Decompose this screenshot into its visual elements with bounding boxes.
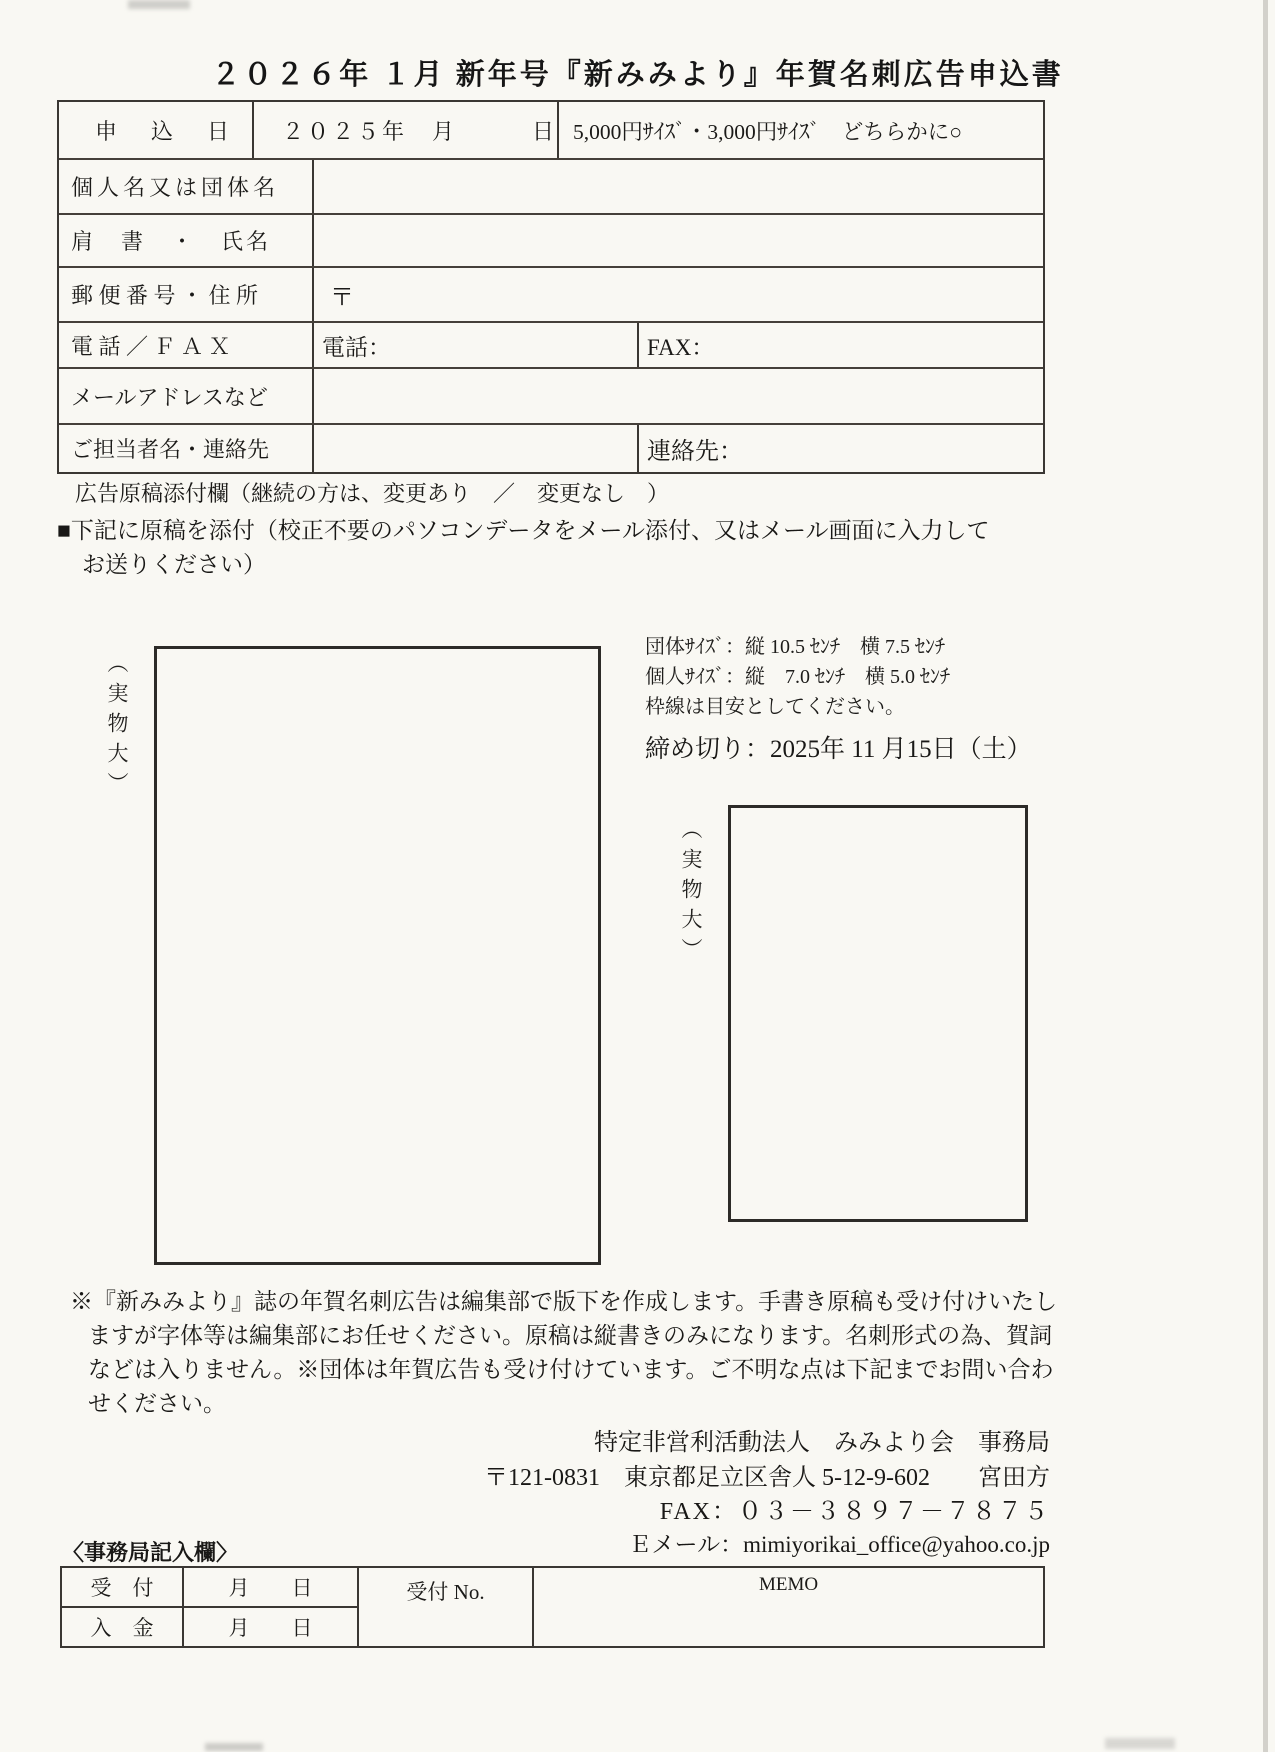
page-title: ２０２６年 １月 新年号『新みみより』年賀名刺広告申込書 (211, 59, 1064, 91)
size-info-individual: 個人ｻｲｽﾞ：縦 7.0 ｾﾝﾁ 横 5.0 ｾﾝﾁ (645, 666, 950, 688)
group-draft-box (154, 646, 601, 1265)
tel-field-label: 電話： (312, 323, 637, 367)
note-line: ※『新みみより』誌の年賀名刺広告は編集部で版下を作成します。手書き原稿も受け付けいたし (70, 1289, 1058, 1314)
office-org-name: 特定非営利活動法人 みみより会 事務局 (594, 1430, 1050, 1456)
scan-artifact (128, 0, 190, 9)
row-tel-fax (59, 321, 1043, 367)
postal-address-label: 郵 便 番 号 ・ 住 所 (71, 283, 259, 308)
actual-size-label-left: （実物大） (105, 652, 129, 802)
attachment-note-line2: お送りください） (82, 552, 266, 577)
title-name-value-cell (312, 215, 1043, 266)
scan-artifact (1263, 0, 1268, 1752)
note-line: などは入りません。※団体は年賀広告も受け付けています。ご不明な点は下記までお問い合わ (88, 1357, 1054, 1382)
email-label: メールアドレスなど (71, 384, 268, 410)
row-postal-address (59, 266, 1043, 321)
price-choice: 5,000円ｻｲｽﾞ・3,000円ｻｲｽﾞ どちらかに○ (557, 102, 1043, 158)
row-application-date (59, 102, 1043, 158)
actual-size-label-right: （実物大） (679, 818, 703, 968)
office-fax: FAX：０３－３８９７－７８７５ (659, 1499, 1050, 1525)
contact-field-label: 連絡先： (637, 425, 1043, 472)
office-address: 〒121-0831 東京都足立区舎人 5-12-9-602 宮田方 (484, 1465, 1050, 1491)
reception-date-cell: 月 日 (182, 1568, 357, 1606)
row-email (59, 367, 1043, 423)
email-value-cell (312, 369, 1043, 423)
application-date-label: 申 込 日 (95, 118, 236, 144)
attachment-note-line1: ■下記に原稿を添付（校正不要のパソコンデータをメール添付、又はメール画面に入力して (57, 518, 990, 543)
name-value-cell (312, 160, 1043, 213)
attachment-heading: 広告原稿添付欄（継続の方は、変更あり ／ 変更なし ） (75, 481, 670, 506)
office-email: Ｅメール：mimiyorikai_office@yahoo.co.jp (628, 1532, 1050, 1557)
postal-mark: 〒 (312, 268, 1043, 321)
reception-label: 受 付 (90, 1576, 154, 1600)
contact-value-cell (312, 425, 637, 472)
scan-artifact (1105, 1738, 1175, 1749)
application-date-value: ２０２５年 月 日 (252, 102, 557, 158)
row-name (59, 158, 1043, 213)
row-title-name (59, 213, 1043, 266)
tel-fax-label: 電 話 ／ Ｆ Ａ Ｘ (71, 333, 231, 359)
admin-table (60, 1566, 1045, 1648)
note-line: ますが字体等は編集部にお任せください。原稿は縦書きのみになります。名刺形式の為、賀詞 (88, 1323, 1053, 1348)
deposit-date-cell: 月 日 (182, 1608, 357, 1646)
deposit-label: 入 金 (90, 1616, 154, 1640)
size-info-frame-note: 枠線は目安としてください。 (645, 696, 905, 718)
memo-cell: MEMO (532, 1568, 1043, 1646)
scan-artifact (205, 1743, 263, 1751)
individual-draft-box (728, 805, 1028, 1222)
contact-label: ご担当者名・連絡先 (71, 437, 270, 462)
row-contact (59, 423, 1043, 472)
title-name-label: 肩 書 ・ 氏名 (71, 229, 272, 254)
note-line: せください。 (88, 1391, 226, 1416)
name-label: 個人名又は団体名 (71, 175, 280, 200)
reception-no-cell: 受付 No. (357, 1568, 532, 1646)
size-info-group: 団体ｻｲｽﾞ：縦 10.5 ｾﾝﾁ 横 7.5 ｾﾝﾁ (645, 636, 945, 658)
fax-field-label: FAX： (637, 323, 1043, 367)
deadline-text: 締め切り：2025年 11 月15日（土） (645, 736, 1032, 763)
applicant-form-table (57, 100, 1045, 474)
admin-section-heading: 〈事務局記入欄〉 (62, 1540, 239, 1565)
